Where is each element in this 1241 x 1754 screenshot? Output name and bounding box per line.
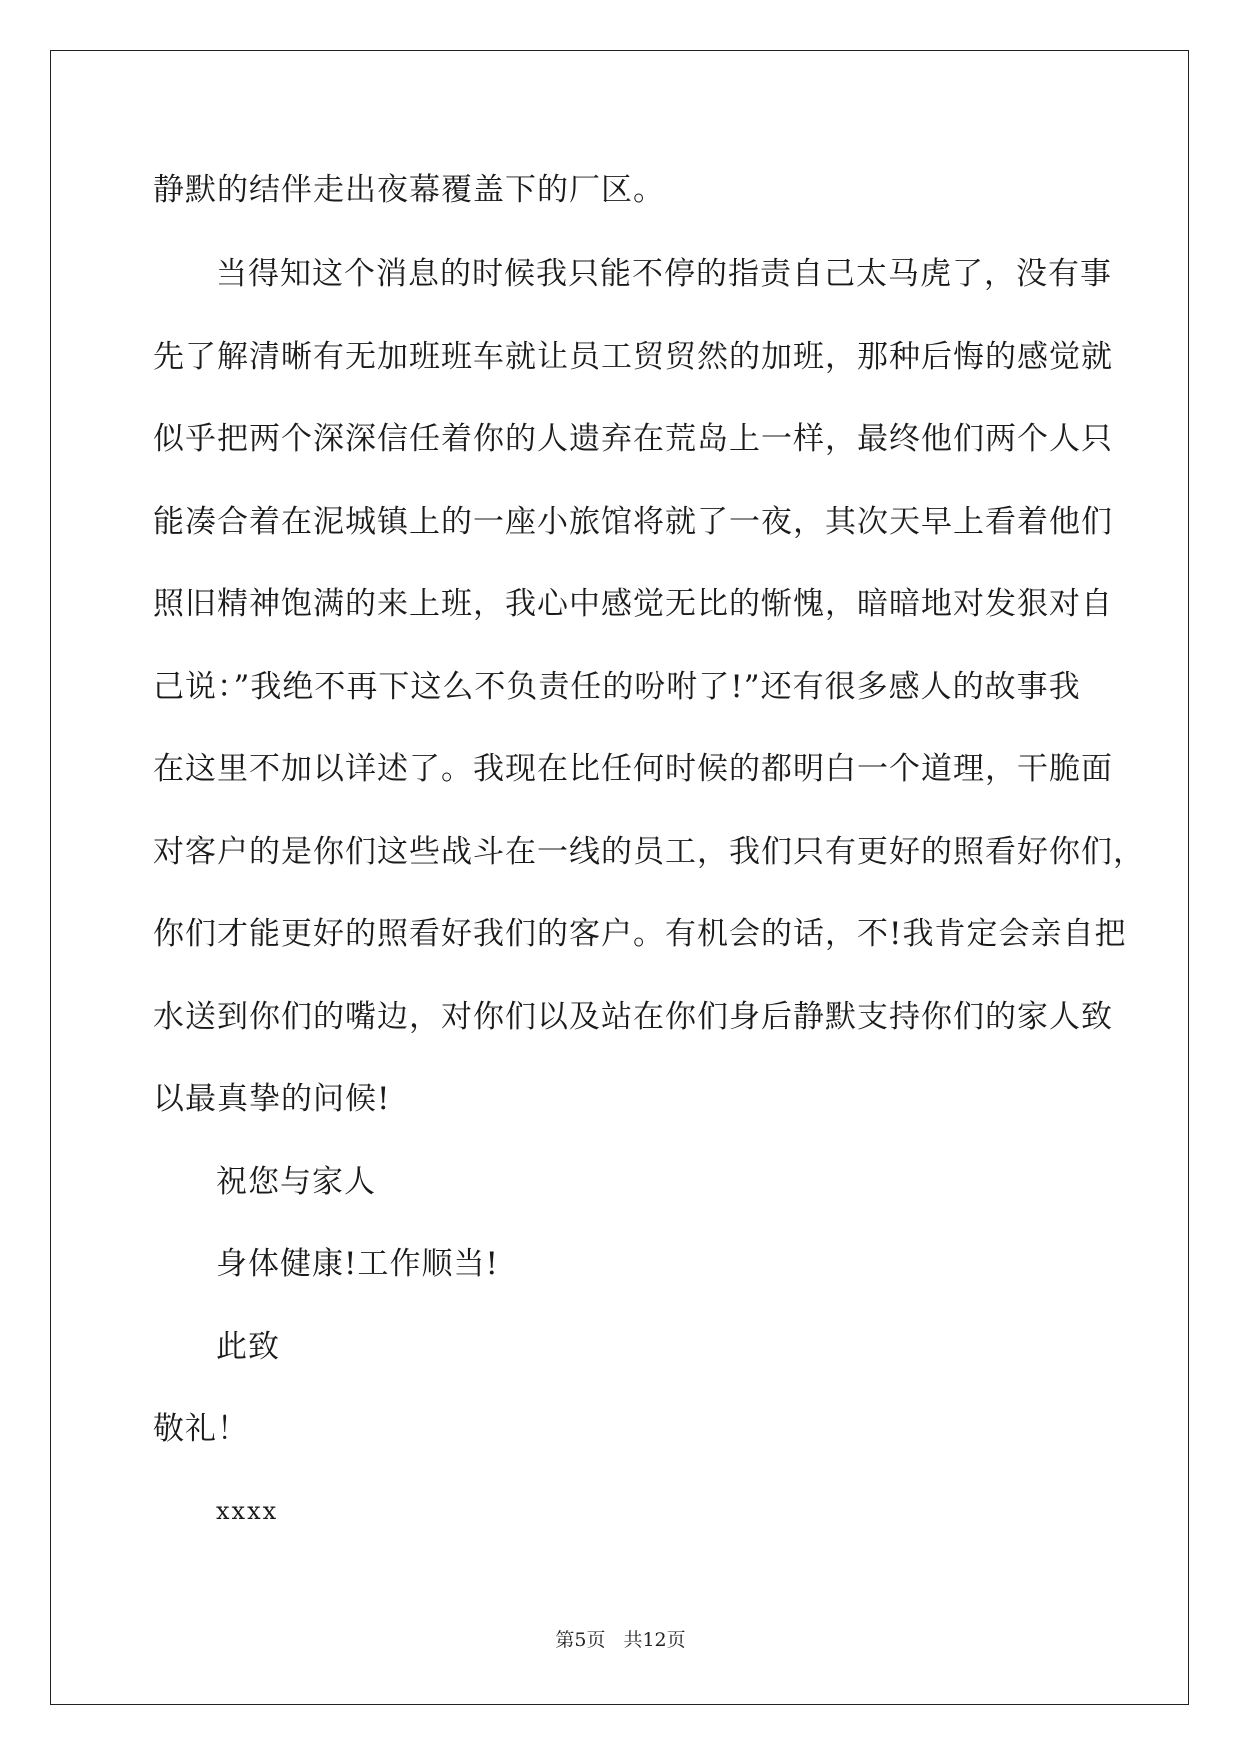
body-line-8: 在这里不加以详述了。我现在比任何时候的都明白一个道理，干脆面 [153,751,1113,787]
body-line-4: 似乎把两个深深信任着你的人遗弃在荒岛上一样，最终他们两个人只 [153,421,1113,457]
body-line-1: 静默的结伴走出夜幕覆盖下的厂区。 [153,172,665,208]
closing-wish: 祝您与家人 [216,1164,376,1200]
body-line-5: 能凑合着在泥城镇上的一座小旅馆将就了一夜，其次天早上看着他们 [153,504,1113,540]
page-number: 第5页 [555,1629,606,1651]
page-border [50,50,1189,1705]
signature: xxxx [216,1497,279,1525]
body-line-12: 以最真挚的问候! [153,1081,391,1117]
closing-jingli: 敬礼！ [153,1411,249,1447]
body-line-11: 水送到你们的嘴边，对你们以及站在你们身后静默支持你们的家人致 [153,999,1113,1035]
body-line-10: 你们才能更好的照看好我们的客户。有机会的话，不!我肯定会亲自把 [153,916,1127,952]
closing-cizhi: 此致 [216,1329,280,1365]
body-line-3: 先了解清晰有无加班班车就让员工贸贸然的加班，那种后悔的感觉就 [153,339,1113,375]
body-line-2: 当得知这个消息的时候我只能不停的指责自己太马虎了，没有事 [216,256,1112,292]
page-footer [0,1628,1241,1652]
closing-blessing: 身体健康!工作顺当! [216,1246,499,1282]
body-line-9: 对客户的是你们这些战斗在一线的员工，我们只有更好的照看好你们， [153,834,1145,870]
body-line-6: 照旧精神饱满的来上班，我心中感觉无比的惭愧，暗暗地对发狠对自 [153,586,1113,622]
page-total: 共12页 [623,1629,686,1651]
body-line-7: 己说：”我绝不再下这么不负责任的吩咐了!”还有很多感人的故事我 [153,669,1081,705]
